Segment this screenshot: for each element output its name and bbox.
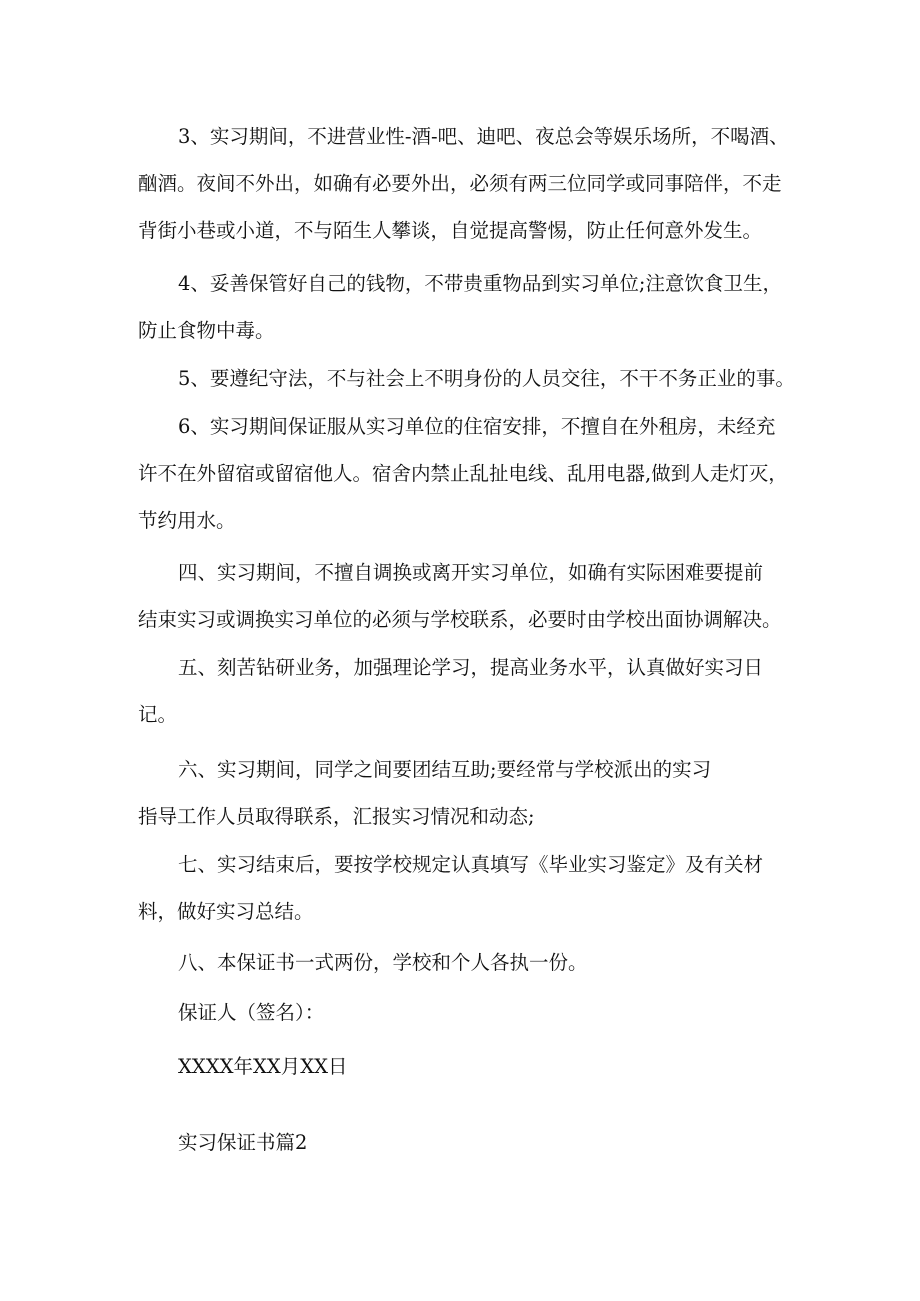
section-7 [0, 841, 763, 935]
paragraph-6 [0, 403, 788, 544]
paragraph-line: 七、实习结束后，要按学校规定认真填写《毕业实习鉴定》及有关材 [178, 853, 764, 876]
signature-label [0, 989, 324, 1036]
paragraph-line: 许不在外留宿或留宿他人。宿舍内禁止乱扯电线、乱用电器,做到人走灯灭， [138, 462, 788, 485]
paragraph-line: 结束实习或调换实习单位的必须与学校联系，必要时由学校出面协调解决。 [138, 608, 782, 631]
paragraph-line: 3、实习期间，不进营业性-酒-吧、迪吧、夜总会等娱乐场所，不喝酒、 [178, 125, 789, 148]
paragraph-line: 4、妥善保管好自己的钱物，不带贵重物品到实习单位;注意饮食卫生， [178, 272, 782, 295]
date-text: XXXX年XX月XX日 [178, 1055, 348, 1078]
paragraph-line: 节约用水。 [138, 509, 236, 532]
date-line [0, 1043, 348, 1090]
signature-label-text: 保证人（签名）： [178, 1001, 325, 1024]
section-heading [0, 1119, 307, 1166]
paragraph-line: 五、刻苦钻研业务，加强理论学习，提高业务水平，认真做好实习日 [178, 656, 764, 679]
paragraph-line: 料，做好实习总结。 [138, 900, 314, 923]
paragraph-line: 6、实习期间保证服从实习单位的住宿安排，不擅自在外租房，未经充 [178, 415, 776, 438]
section-5 [0, 644, 763, 738]
paragraph-line: 八、本保证书一式两份，学校和个人各执一份。 [178, 951, 588, 974]
section-8 [0, 939, 588, 986]
paragraph-line: 四、实习期间，不擅自调换或离开实习单位，如确有实际困难要提前 [178, 561, 764, 584]
paragraph-5 [0, 355, 795, 402]
section-heading-text: 实习保证书篇2 [178, 1131, 308, 1154]
section-4 [0, 549, 782, 643]
paragraph-line: 防止食物中毒。 [138, 319, 275, 342]
section-6 [0, 746, 711, 840]
paragraph-line: 记。 [138, 703, 178, 726]
paragraph-line: 六、实习期间，同学之间要团结互助;要经常与学校派出的实习 [178, 758, 712, 781]
paragraph-line: 背街小巷或小道，不与陌生人攀谈，自觉提高警惕，防止任何意外发生。 [138, 219, 763, 242]
paragraph-line: 指导工作人员取得联系，汇报实习情况和动态; [138, 805, 535, 828]
paragraph-4 [0, 260, 782, 354]
paragraph-line: 5、要遵纪守法，不与社会上不明身份的人员交往，不干不务正业的事。 [178, 367, 795, 390]
paragraph-3 [0, 113, 789, 254]
paragraph-line: 酗酒。夜间不外出，如确有必要外出，必须有两三位同学或同事陪伴，不走 [138, 172, 782, 195]
